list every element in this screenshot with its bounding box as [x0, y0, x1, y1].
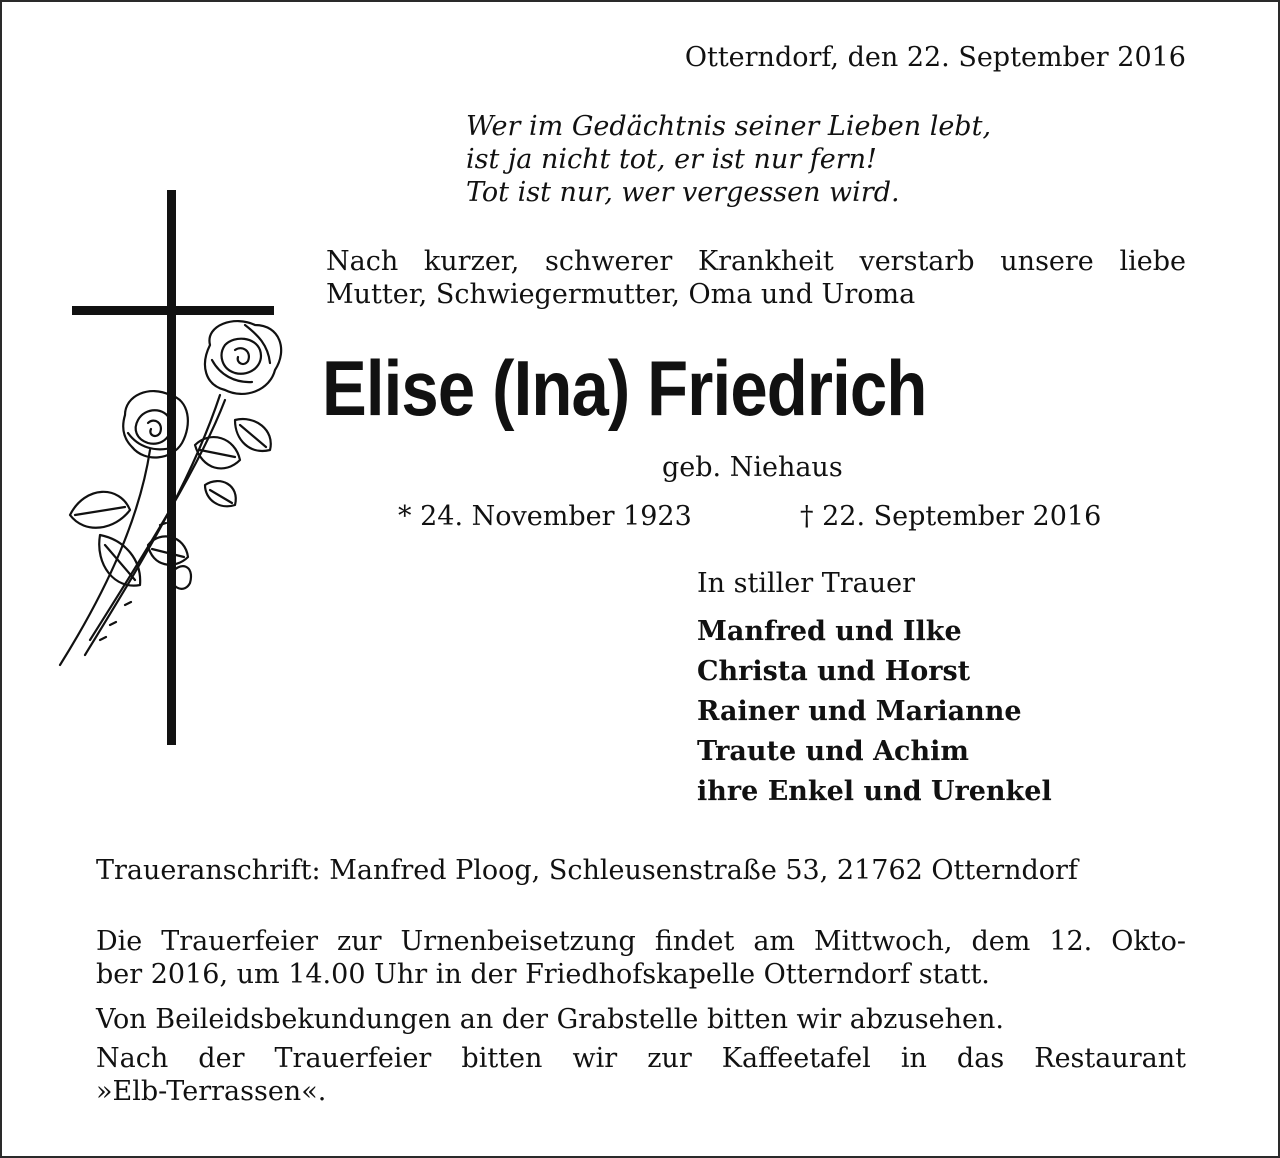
mourners-list	[697, 612, 1052, 812]
place-date: Otterndorf, den 22. September 2016	[684, 42, 1186, 73]
notice-line: »Elb-Terrassen«.	[96, 1076, 327, 1107]
birth-date: * 24. November 1923	[398, 501, 692, 532]
poem-line: Tot ist nur, wer vergessen wird.	[466, 177, 900, 208]
memorial-poem	[466, 110, 991, 209]
cross-with-roses-svg	[30, 185, 300, 755]
mourner-name: Christa und Horst	[697, 656, 971, 687]
intro-line: Mutter, Schwiegermutter, Oma und Uroma	[326, 279, 916, 310]
rose-leaf	[70, 492, 130, 528]
mourner-name: Manfred und Ilke	[697, 616, 962, 647]
reception-notice	[96, 1042, 1186, 1108]
funeral-notice	[96, 925, 1186, 991]
mourning-heading: In stiller Trauer	[697, 568, 916, 599]
upper-rose	[205, 321, 281, 394]
notice-line: Die Trauerfeier zur Urnenbeisetzung findet am Mittwoch, dem 12. Okto-	[96, 926, 1186, 957]
poem-line: Wer im Gedächtnis seiner Lieben lebt,	[466, 111, 992, 142]
intro-line: Nach kurzer, schwerer Krankheit verstarb unsere liebe	[326, 246, 1186, 277]
cross-with-roses-icon	[30, 185, 300, 755]
maiden-name: geb. Niehaus	[662, 452, 843, 483]
notice-line: Nach der Trauerfeier bitten wir zur Kaffeetafel in das Restaurant	[96, 1043, 1186, 1074]
lower-rose	[123, 391, 188, 457]
mourner-name: ihre Enkel und Urenkel	[697, 776, 1052, 807]
poem-line: ist ja nicht tot, er ist nur fern!	[466, 144, 877, 175]
death-date: † 22. September 2016	[800, 501, 1102, 532]
mourning-address: Traueranschrift: Manfred Ploog, Schleusenstraße 53, 21762 Otterndorf	[96, 855, 1078, 886]
rose-stem	[60, 450, 150, 665]
mourner-name: Traute und Achim	[697, 736, 969, 767]
deceased-name: Elise (Ina) Friedrich	[322, 344, 927, 432]
cross-horizontal-beam	[72, 306, 274, 315]
announcement-intro	[326, 245, 1186, 311]
mourner-name: Rainer und Marianne	[697, 696, 1022, 727]
notice-line: ber 2016, um 14.00 Uhr in der Friedhofskapelle Otterndorf statt.	[96, 959, 990, 990]
condolence-notice: Von Beileidsbekundungen an der Grabstelle bitten wir abzusehen.	[96, 1004, 1004, 1035]
cross-vertical-beam	[167, 190, 176, 745]
